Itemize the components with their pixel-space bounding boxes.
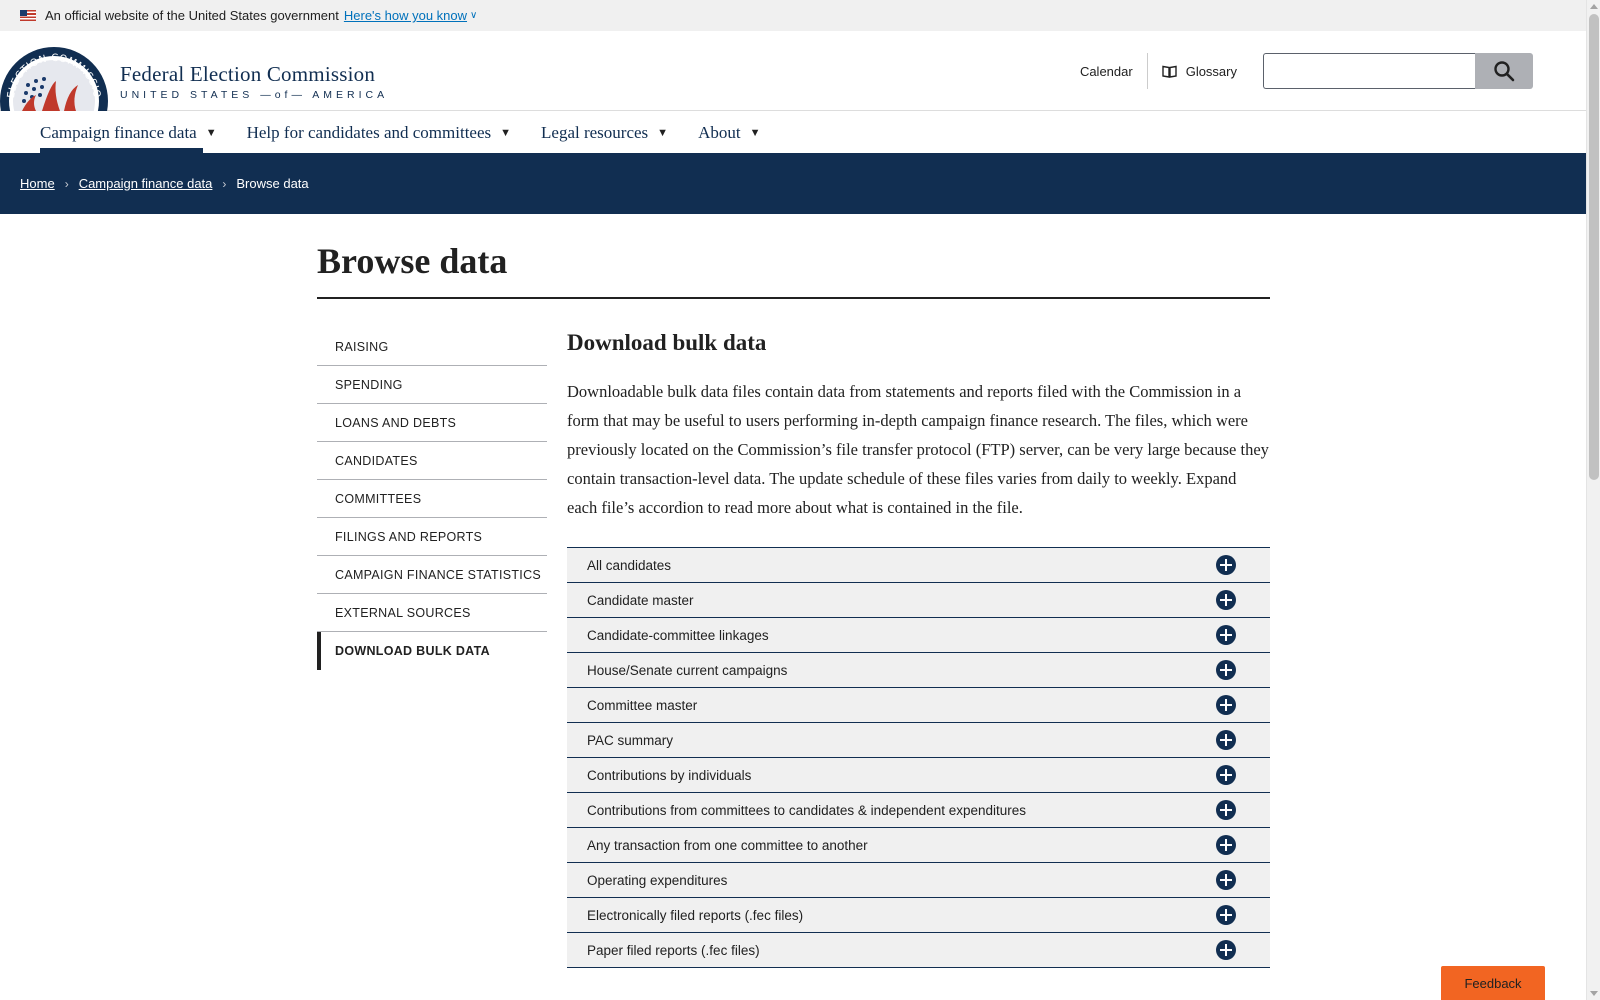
- caret-down-icon: ▼: [657, 126, 669, 139]
- accordion-item[interactable]: [567, 933, 1270, 968]
- accordion-label: Electronically filed reports (.fec files): [587, 907, 804, 923]
- nav-label: Legal resources: [541, 122, 649, 142]
- accordion-item[interactable]: [567, 548, 1270, 583]
- expand-plus-icon[interactable]: [1216, 765, 1236, 785]
- search-icon: [1493, 60, 1515, 82]
- side-nav-campaign-finance-statistics[interactable]: CAMPAIGN FINANCE STATISTICS: [317, 556, 547, 594]
- section-heading: Download bulk data: [567, 330, 767, 355]
- calendar-link[interactable]: Calendar: [1079, 63, 1133, 79]
- caret-down-icon: ▼: [500, 126, 512, 139]
- expand-plus-icon[interactable]: [1216, 870, 1236, 890]
- accordion-label: All candidates: [587, 557, 672, 573]
- accordion-label: Contributions by individuals: [587, 767, 752, 783]
- fec-seal-logo[interactable]: [0, 45, 108, 111]
- brand-name: Federal Election Commission: [120, 62, 376, 86]
- gov-banner-text: An official website of the United States government: [45, 8, 339, 23]
- accordion-item[interactable]: [567, 758, 1270, 793]
- chevron-down-icon[interactable]: ∨: [470, 10, 478, 21]
- accordion-label: Candidate master: [587, 592, 694, 608]
- accordion-item[interactable]: [567, 653, 1270, 688]
- accordion-label: Paper filed reports (.fec files): [587, 942, 760, 958]
- scroll-up-arrow-icon[interactable]: [1590, 4, 1598, 9]
- accordion-item[interactable]: [567, 898, 1270, 933]
- expand-plus-icon[interactable]: [1216, 555, 1236, 575]
- accordion-item[interactable]: [567, 828, 1270, 863]
- expand-plus-icon[interactable]: [1216, 940, 1236, 960]
- nav-label: About: [698, 122, 741, 142]
- scroll-down-arrow-icon[interactable]: [1590, 991, 1598, 996]
- intro-paragraph: Downloadable bulk data files contain data from statements and reports filed with the Commission in a form that may be useful to users performing in-depth campaign finance research. The files, which were previously located on the Commission’s file transfer protocol (FTP) server, can be very large because they contain transaction-level data. The update schedule of these files varies from daily to weekly. Expand each file’s accordion to read more about what is contained in the file.: [567, 382, 1269, 517]
- accordion-item[interactable]: [567, 863, 1270, 898]
- breadcrumb: [0, 153, 1586, 214]
- nav-label: Campaign finance data: [40, 122, 197, 142]
- nav-label: Help for candidates and committees: [246, 122, 492, 142]
- accordion-label: Any transaction from one committee to another: [587, 837, 868, 853]
- expand-plus-icon[interactable]: [1216, 730, 1236, 750]
- heres-how-you-know-link[interactable]: Here's how you know: [343, 8, 468, 23]
- glossary-link[interactable]: [1148, 64, 1251, 79]
- scrollbar-thumb[interactable]: [1589, 14, 1599, 480]
- title-divider: [317, 297, 1270, 299]
- side-nav-spending[interactable]: SPENDING: [317, 366, 547, 404]
- us-flag-icon: [20, 10, 36, 21]
- accordion-label: Contributions from committees to candidates & independent expenditures: [587, 802, 1027, 818]
- expand-plus-icon[interactable]: [1216, 625, 1236, 645]
- seal-text: ELECTION COMMISSIO: [6, 52, 103, 99]
- side-nav-loans-and-debts[interactable]: LOANS AND DEBTS: [317, 404, 547, 442]
- nav-help-for-candidates[interactable]: [247, 112, 511, 153]
- expand-plus-icon[interactable]: [1216, 835, 1236, 855]
- side-nav-filings-and-reports[interactable]: FILINGS AND REPORTS: [317, 518, 547, 556]
- nav-about[interactable]: [698, 112, 760, 153]
- nav-legal-resources[interactable]: [541, 112, 668, 153]
- brand-subtitle: UNITED STATES —of— AMERICA: [120, 89, 389, 101]
- main-content: [567, 328, 1270, 968]
- accordion-item[interactable]: [567, 618, 1270, 653]
- accordion-label: Candidate-committee linkages: [587, 627, 769, 643]
- site-search: [1263, 53, 1533, 89]
- accordion-label: PAC summary: [587, 732, 674, 748]
- expand-plus-icon[interactable]: [1216, 905, 1236, 925]
- main-nav: [0, 112, 1586, 153]
- brand[interactable]: [120, 62, 388, 101]
- accordion-item[interactable]: [567, 688, 1270, 723]
- side-nav-raising[interactable]: RAISING: [317, 328, 547, 366]
- breadcrumb-separator-icon: ›: [222, 176, 227, 191]
- page-scrollbar[interactable]: [1586, 0, 1600, 1000]
- breadcrumb-current: Browse data: [236, 176, 309, 191]
- expand-plus-icon[interactable]: [1216, 695, 1236, 715]
- glossary-label: Glossary: [1185, 63, 1237, 79]
- search-button[interactable]: [1475, 53, 1533, 89]
- accordion-item[interactable]: [567, 723, 1270, 758]
- feedback-button[interactable]: Feedback: [1441, 966, 1545, 1000]
- accordion-label: House/Senate current campaigns: [587, 662, 788, 678]
- expand-plus-icon[interactable]: [1216, 800, 1236, 820]
- accordion-label: Committee master: [587, 697, 698, 713]
- accordion-item[interactable]: [567, 793, 1270, 828]
- side-nav-download-bulk-data[interactable]: DOWNLOAD BULK DATA: [317, 632, 547, 670]
- expand-plus-icon[interactable]: [1216, 660, 1236, 680]
- search-input[interactable]: [1263, 53, 1475, 89]
- bulk-data-accordion: [567, 547, 1270, 968]
- side-nav: [317, 328, 547, 670]
- book-icon: [1162, 65, 1177, 78]
- accordion-item[interactable]: [567, 583, 1270, 618]
- side-nav-committees[interactable]: COMMITTEES: [317, 480, 547, 518]
- gov-banner: [0, 0, 1586, 31]
- side-nav-candidates[interactable]: CANDIDATES: [317, 442, 547, 480]
- expand-plus-icon[interactable]: [1216, 590, 1236, 610]
- accordion-label: Operating expenditures: [587, 872, 728, 888]
- site-header: [0, 31, 1586, 111]
- breadcrumb-home[interactable]: Home: [20, 176, 55, 191]
- nav-campaign-finance-data[interactable]: [40, 112, 217, 153]
- page-title: Browse data: [317, 241, 508, 281]
- side-nav-external-sources[interactable]: EXTERNAL SOURCES: [317, 594, 547, 632]
- utility-nav: [1066, 31, 1586, 111]
- breadcrumb-campaign-finance-data[interactable]: Campaign finance data: [78, 176, 213, 191]
- caret-down-icon: ▼: [749, 126, 761, 139]
- caret-down-icon: ▼: [205, 126, 217, 139]
- breadcrumb-separator-icon: ›: [64, 176, 69, 191]
